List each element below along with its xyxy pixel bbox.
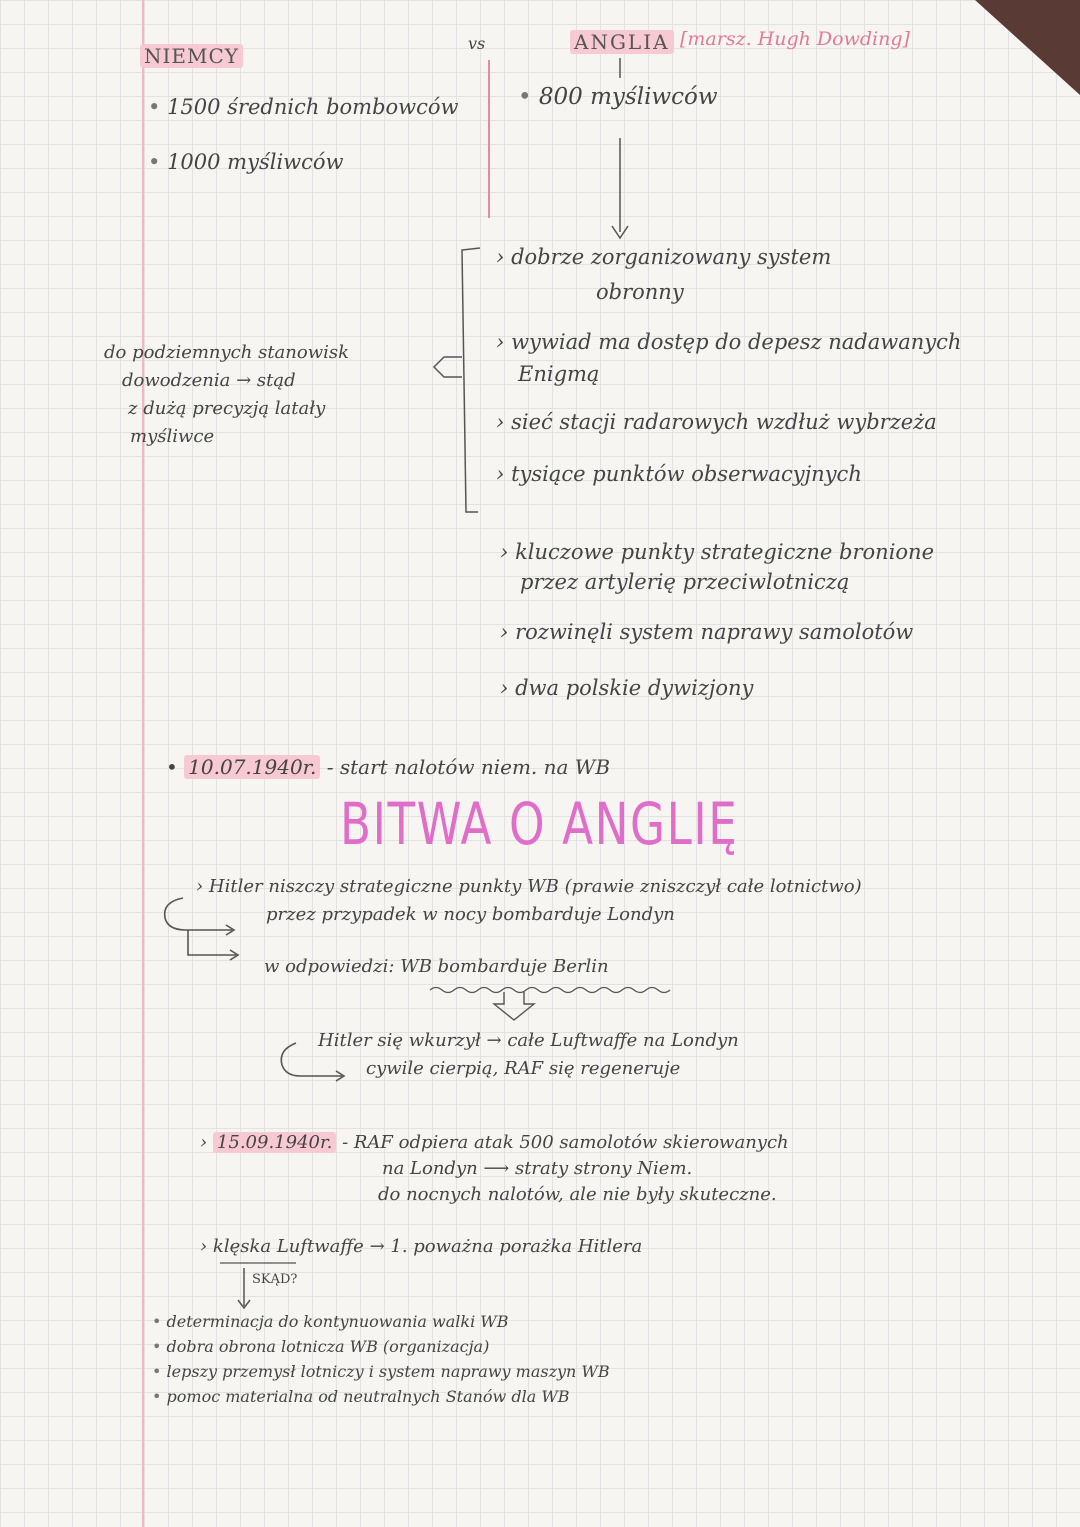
defense-item-intel-cont: Enigmą <box>518 362 600 386</box>
germany-item-bombers: • 1500 średnich bombowców <box>148 95 459 119</box>
side-note-line-2: dowodzenia → stąd <box>122 370 296 391</box>
reason-1: • determinacja do kontynuowania walki WB <box>152 1312 509 1331</box>
date1-row: • 10.07.1940r. - start nalotów niem. na WB <box>166 755 611 779</box>
outline-down-arrow <box>494 992 534 1020</box>
extra-item-repair: › rozwinęli system naprawy samolotów <box>500 620 914 644</box>
berlin-underline <box>430 988 670 993</box>
date2-line-1: - RAF odpiera atak 500 samolotów skierowanych <box>342 1132 789 1153</box>
hitler-line-1: › Hitler niszczy strategiczne punkty WB (prawie zniszczył całe lotnictwo) <box>196 876 862 897</box>
defeat-text: klęska Luftwaffe <box>212 1236 364 1257</box>
date1-date: 10.07.1940r. <box>184 755 320 779</box>
vs-label: vs <box>468 34 486 53</box>
date2-date: 15.09.1940r. <box>213 1132 336 1153</box>
defeat-result: → 1. poważna porażka Hitlera <box>369 1236 643 1257</box>
hitler-loop-arrow-1 <box>165 898 186 930</box>
england-item-fighters: • 800 myśliwców <box>518 84 718 110</box>
germany-heading: NIEMCY <box>140 44 243 68</box>
defense-item-system: › dobrze zorganizowany system <box>496 245 832 269</box>
reason-4: • pomoc materialna od neutralnych Stanów dla WB <box>152 1387 570 1406</box>
england-heading: ANGLIA <box>570 30 674 54</box>
marshal-label: [marsz. Hugh Dowding] <box>680 28 910 50</box>
side-note-line-3: z dużą precyzją latały <box>128 398 326 419</box>
reason-3: • lepszy przemysł lotniczy i system naprawy maszyn WB <box>152 1362 610 1381</box>
extra-item-polish-squadrons: › dwa polskie dywizjony <box>500 676 754 700</box>
germany-item-fighters: • 1000 myśliwców <box>148 150 344 174</box>
date2-line-2: na Londyn ⟶ straty strony Niem. <box>382 1158 693 1179</box>
extra-item-artillery-cont: przez artylerię przeciwlotniczą <box>520 570 850 594</box>
date2-line-3: do nocnych nalotów, ale nie były skuteczne. <box>378 1184 777 1205</box>
hitler-line-5: cywile cierpią, RAF się regeneruje <box>366 1058 681 1079</box>
date1-text: - start nalotów niem. na WB <box>326 755 611 779</box>
side-note-line-1: do podziemnych stanowisk <box>104 342 350 363</box>
battle-title: BITWA O ANGLIĘ <box>340 790 739 858</box>
why-label: SKĄD? <box>252 1272 298 1287</box>
defense-item-radar: › sieć stacji radarowych wzdłuż wybrzeża <box>496 410 937 434</box>
hitler-line-4: Hitler się wkurzył → całe Luftwaffe na Londyn <box>318 1030 739 1051</box>
defense-bracket <box>462 248 480 512</box>
hitler-line-3: w odpowiedzi: WB bombarduje Berlin <box>264 956 609 977</box>
defense-item-system-cont: obronny <box>596 280 684 304</box>
left-double-arrow <box>434 357 462 377</box>
reason-2: • dobra obrona lotnicza WB (organizacja) <box>152 1337 489 1356</box>
side-note-line-4: myśliwce <box>130 426 215 447</box>
date2-row: › 15.09.1940r. - RAF odpiera atak 500 samolotów skierowanych <box>200 1132 789 1153</box>
extra-item-artillery: › kluczowe punkty strategiczne bronione <box>500 540 935 564</box>
defense-item-intel: › wywiad ma dostęp do depesz nadawanych <box>496 330 962 354</box>
hitler-line-2: przez przypadek w nocy bombarduje Londyn <box>266 904 675 925</box>
defeat-row: › klęska Luftwaffe → 1. poważna porażka Hitlera <box>200 1236 643 1257</box>
defense-item-observation: › tysiące punktów obserwacyjnych <box>496 462 862 486</box>
